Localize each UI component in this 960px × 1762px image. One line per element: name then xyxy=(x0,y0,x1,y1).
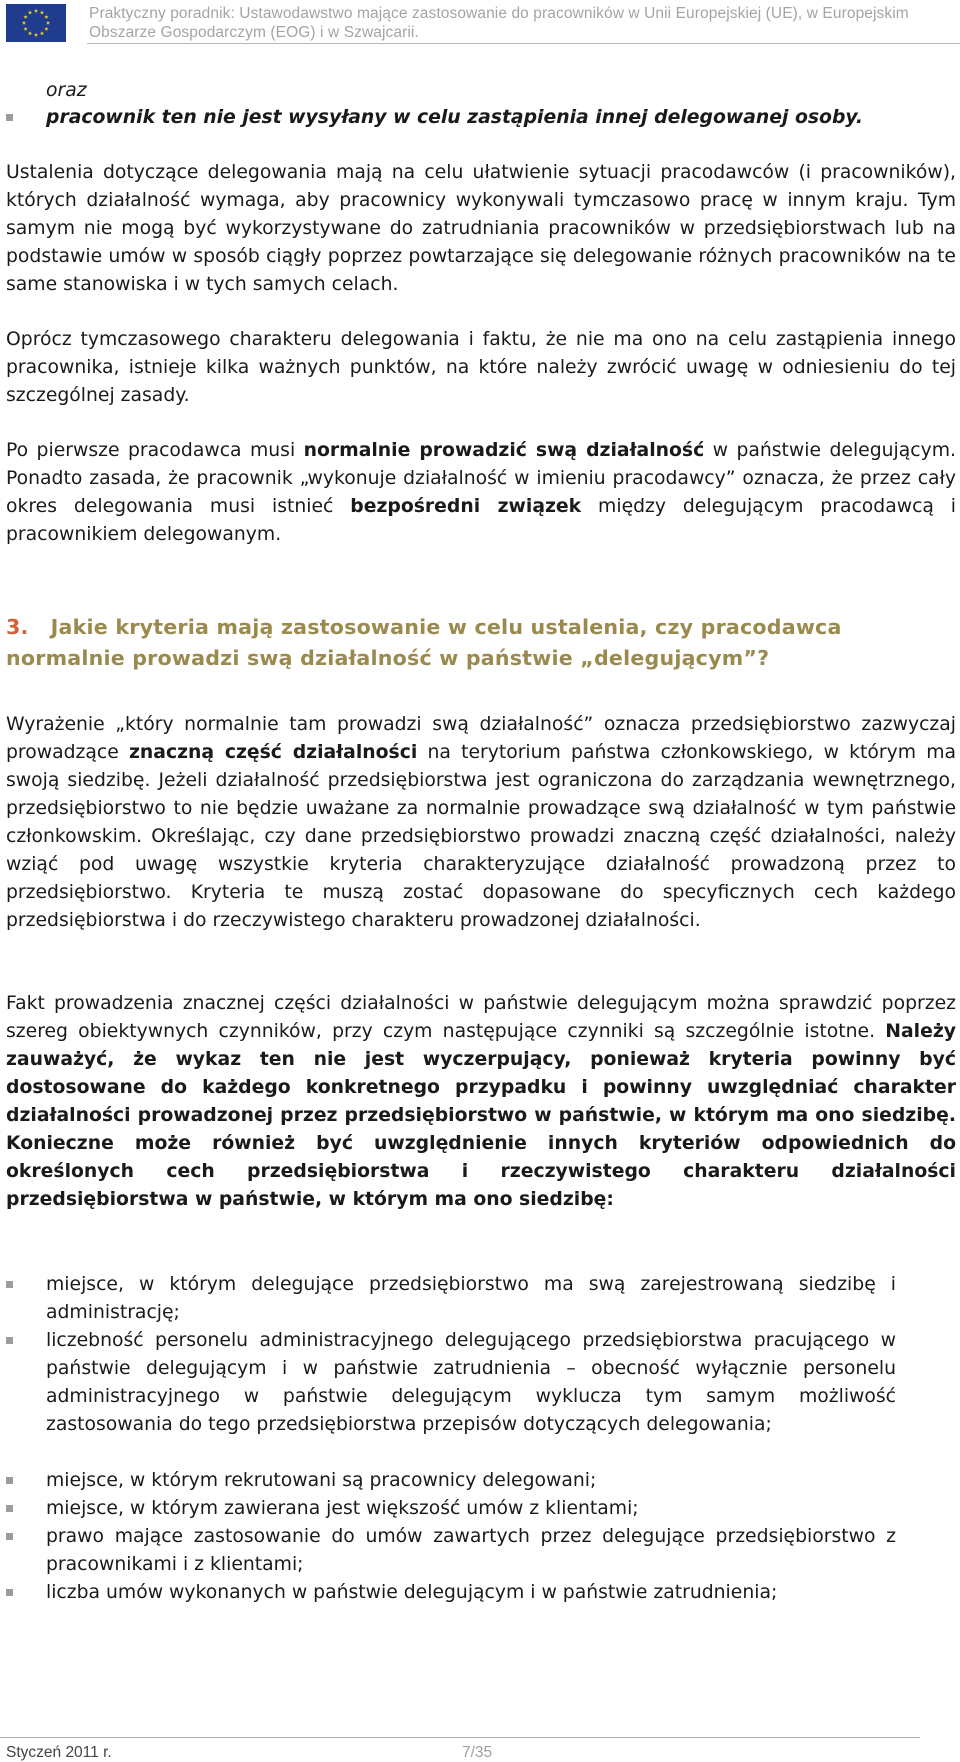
paragraph-normal-activity xyxy=(6,437,956,549)
page-header xyxy=(0,0,960,46)
section-heading xyxy=(6,612,956,674)
bullet-icon xyxy=(6,1477,13,1484)
bullet-text: liczebność personelu administracyjnego delegującego przedsiębiorstwa pracującego w państwie delegującym i w państwie zatrudnienia – obecność wyłącznie personelu administracyjnego w państwie delegującym wyklucza tym samym możliwość zastosowania do tego przedsiębiorstwa przepisów dotyczących delegowania; xyxy=(46,1330,896,1435)
footer-date: Styczeń 2011 r. xyxy=(6,1744,112,1761)
paragraph-delegation-purpose: Ustalenia dotyczące delegowania mają na celu ułatwienie sytuacji pracodawców (i pracowników), których działalność wymaga, aby pracownicy wykonywali tymczasowo pracę w innym kraju. Tym samym nie mogą być wykorzystywane do zatrudniania pracowników w przedsiębiorstwach lub na podstawie umów w sposób ciągły poprzez powtarzające się delegowanie różnych pracowników na te same stanowiska i w tych samych celach. xyxy=(6,162,956,295)
footer-divider xyxy=(0,1737,920,1738)
bullet-text: prawo mające zastosowanie do umów zawartych przez delegujące przedsiębiorstwo z pracownikami i z klientami; xyxy=(46,1526,896,1575)
bullet-text: miejsce, w którym zawierana jest większość umów z klientami; xyxy=(46,1498,639,1519)
bullet-icon xyxy=(6,1589,13,1596)
text-span: na terytorium państwa członkowskiego, w którym ma swoją siedzibę. Jeżeli działalność przedsiębiorstwa jest ograniczona do zarządzania wewnętrznego, przedsiębiorstwo to nie będzie uważane za normalnie prowadzące swą działalność w tym państwie członkowskim. Określając, czy dane przedsiębiorstwo prowadzi znaczną część działalności, należy wziąć pod uwagę wszystkie kryteria charakteryzujące działalność prowadzoną przez to przedsiębiorstwo. Kryteria te muszą zostać dopasowane do specyficznych cech każdego przedsiębiorstwa i do rzeczywistego charakteru prowadzonej działalności. xyxy=(6,742,957,931)
oraz-text: oraz xyxy=(46,80,87,101)
bullet-text: liczba umów wykonanych w państwie delegującym i w państwie zatrudnienia; xyxy=(46,1582,778,1603)
bold-span: bezpośredni związek xyxy=(350,496,582,517)
paragraph-definition xyxy=(6,711,956,935)
text-span: w państwie delegującym. Ponadto zasada, że pracownik „wykonuje działalność w imieniu pracodawcy” oznacza, że przez cały okres delegowania musi istnieć xyxy=(6,440,956,517)
paragraph-criteria-intro xyxy=(6,990,956,1214)
text-span: między delegującym pracodawcą i pracownikiem delegowanym. xyxy=(6,496,956,545)
bold-span: normalnie prowadzić swą działalność xyxy=(303,440,705,461)
text-span: Fakt prowadzenia znacznej części działalności w państwie delegującym można sprawdzić poprzez szereg obiektywnych czynników, przy czym następujące czynniki są szczególnie istotne. xyxy=(6,993,956,1042)
header-divider xyxy=(87,43,960,44)
paragraph-important-points: Oprócz tymczasowego charakteru delegowania i faktu, że nie ma ono na celu zastąpienia innego pracownika, istnieje kilka ważnych punktów, na które należy zwrócić uwagę w odniesieniu do tej szczególnej zasady. xyxy=(6,329,956,406)
bullet-text: pracownik ten nie jest wysyłany w celu zastąpienia innej delegowanej osoby. xyxy=(46,107,864,128)
bullet-icon xyxy=(6,114,13,121)
eu-flag-icon xyxy=(6,4,66,42)
bullet-text: miejsce, w którym rekrutowani są pracownicy delegowani; xyxy=(46,1470,597,1491)
bold-span: Należy zauważyć, że wykaz ten nie jest wyczerpujący, ponieważ kryteria powinny być dostosowane do każdego konkretnego przypadku i powinny uwzględniać charakter działalności prowadzonej przez przedsiębiorstwo w państwie, w którym ma ono siedzibę. Konieczne może również być uwzględnienie innych kryteriów odpowiednich do określonych cech przedsiębiorstwa i rzeczywistego charakteru działalności przedsiębiorstwa w państwie, w którym ma ono siedzibę: xyxy=(6,1021,956,1210)
section-title: Jakie kryteria mają zastosowanie w celu ustalenia, czy pracodawca normalnie prowadzi swą działalność w państwie „delegującym”? xyxy=(6,615,842,670)
page-number: 7/35 xyxy=(462,1744,493,1761)
bullet-icon xyxy=(6,1505,13,1512)
bullet-text: miejsce, w którym delegujące przedsiębiorstwo ma swą zarejestrowaną siedzibę i administrację; xyxy=(46,1274,896,1323)
bullet-icon xyxy=(6,1281,13,1288)
bullet-icon xyxy=(6,1533,13,1540)
document-title: Praktyczny poradnik: Ustawodawstwo mające zastosowanie do pracowników w Unii Europejskiej (UE), w Europejskim Obszarze Gospodarczym (EOG) i w Szwajcarii. xyxy=(89,5,909,41)
eu-stars-icon xyxy=(6,4,66,42)
text-span: Wyrażenie „który normalnie tam prowadzi swą działalność” oznacza przedsiębiorstwo zazwyczaj prowadzące xyxy=(6,714,956,763)
section-number: 3. xyxy=(6,615,29,639)
text-span: Po pierwsze pracodawca musi xyxy=(6,440,304,461)
bullet-icon xyxy=(6,1337,13,1344)
bold-span: znaczną część działalności xyxy=(128,742,418,763)
